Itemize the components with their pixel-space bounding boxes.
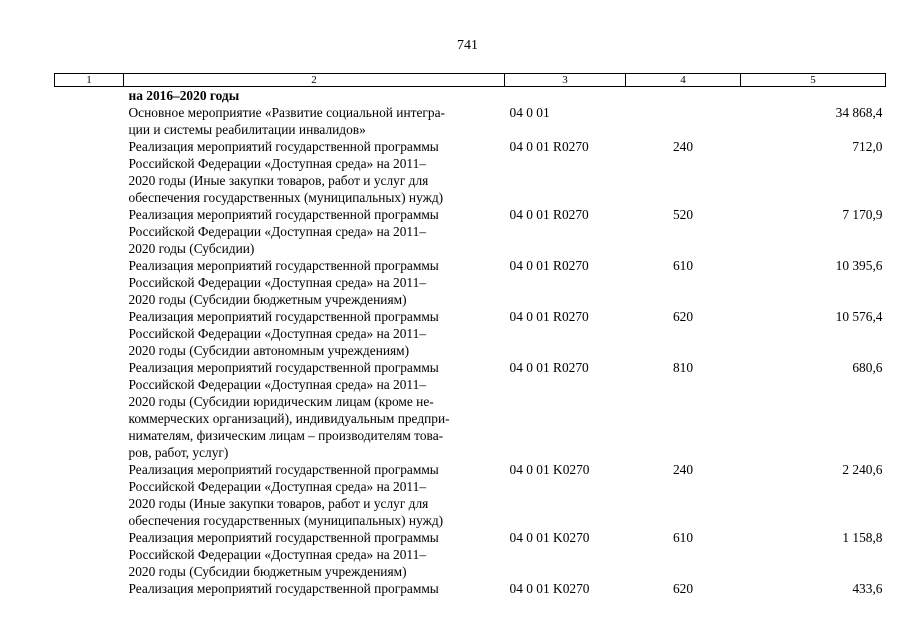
column-header-3: 3 <box>505 74 626 87</box>
row-number-cell <box>55 529 124 580</box>
section-heading: на 2016–2020 годы <box>128 88 240 103</box>
row-number-cell <box>55 257 124 308</box>
item-amount: 712,0 <box>852 139 883 154</box>
item-amount: 34 868,4 <box>835 105 883 120</box>
item-code: 04 0 01 <box>509 105 550 120</box>
item-name <box>124 308 505 359</box>
item-name-line: Реализация мероприятий государственной программы <box>128 207 439 222</box>
item-name-line: Реализация мероприятий государственной программы <box>128 139 439 154</box>
item-name-line: 2020 годы (Субсидии юридическим лицам (кроме не- <box>128 394 434 409</box>
item-amount: 7 170,9 <box>842 207 883 222</box>
section-heading-row <box>55 87 886 105</box>
expense-kind: 620 <box>672 581 694 596</box>
item-name-line: Российской Федерации «Доступная среда» на 2011– <box>128 275 427 290</box>
item-name-line: Российской Федерации «Доступная среда» на 2011– <box>128 156 427 171</box>
item-name-line: 2020 годы (Субсидии) <box>128 241 255 256</box>
table-row <box>55 580 886 597</box>
item-code: 04 0 01 R0270 <box>509 139 589 154</box>
item-name-line: Реализация мероприятий государственной программы <box>128 258 439 273</box>
item-name <box>124 529 505 580</box>
item-amount: 1 158,8 <box>842 530 883 545</box>
table-header <box>55 74 886 87</box>
expense-kind <box>626 104 741 138</box>
item-name <box>124 257 505 308</box>
item-name-line: ров, работ, услуг) <box>128 445 229 460</box>
expense-kind: 240 <box>672 139 694 154</box>
row-number-cell <box>55 580 124 597</box>
budget-table <box>54 73 886 597</box>
item-name-line: коммерческих организаций), индивидуальным предпри- <box>128 411 450 426</box>
item-amount: 2 240,6 <box>842 462 883 477</box>
column-header-5: 5 <box>741 74 886 87</box>
row-number-cell <box>55 104 124 138</box>
item-name-line: нимателям, физическим лицам – производителям това- <box>128 428 444 443</box>
expense-kind: 520 <box>672 207 694 222</box>
item-name <box>124 206 505 257</box>
item-name-line: Реализация мероприятий государственной программы <box>128 360 439 375</box>
item-name-line: Реализация мероприятий государственной программы <box>128 462 439 477</box>
item-name-line: Российской Федерации «Доступная среда» на 2011– <box>128 224 427 239</box>
item-name-line: Реализация мероприятий государственной программы <box>128 530 439 545</box>
table-row <box>55 529 886 580</box>
item-amount: 10 576,4 <box>835 309 883 324</box>
item-code: 04 0 01 R0270 <box>509 309 589 324</box>
item-name-line: Основное мероприятие «Развитие социальной интегра- <box>128 105 446 120</box>
page-number: 741 <box>457 38 478 53</box>
item-name-line: 2020 годы (Иные закупки товаров, работ и услуг для <box>128 496 429 511</box>
expense-kind: 810 <box>672 360 694 375</box>
item-name <box>124 104 505 138</box>
item-name <box>124 461 505 529</box>
item-name <box>124 138 505 206</box>
item-name-line: 2020 годы (Субсидии бюджетным учреждениям) <box>128 292 407 307</box>
column-header-2: 2 <box>124 74 505 87</box>
table-row <box>55 257 886 308</box>
item-name <box>124 580 505 597</box>
table-row <box>55 138 886 206</box>
item-name-line: ции и системы реабилитации инвалидов» <box>128 122 366 137</box>
item-name-line: Реализация мероприятий государственной программы <box>128 309 439 324</box>
expense-kind: 610 <box>672 530 694 545</box>
column-header-4: 4 <box>626 74 741 87</box>
item-amount: 10 395,6 <box>835 258 883 273</box>
item-name-line: обеспечения государственных (муниципальных) нужд) <box>128 190 444 205</box>
item-name-line: Реализация мероприятий государственной программы <box>128 581 439 596</box>
item-name-line: 2020 годы (Субсидии бюджетным учреждениям) <box>128 564 407 579</box>
item-name-line: 2020 годы (Иные закупки товаров, работ и услуг для <box>128 173 429 188</box>
item-name-line: Российской Федерации «Доступная среда» на 2011– <box>128 547 427 562</box>
header-row <box>55 74 886 87</box>
item-code: 04 0 01 K0270 <box>509 530 590 545</box>
item-amount: 433,6 <box>852 581 883 596</box>
item-amount: 680,6 <box>852 360 883 375</box>
item-name-line: 2020 годы (Субсидии автономным учреждениям) <box>128 343 410 358</box>
item-name-line: обеспечения государственных (муниципальных) нужд) <box>128 513 444 528</box>
row-number-cell <box>55 308 124 359</box>
row-number-cell <box>55 206 124 257</box>
table-body <box>55 87 886 598</box>
row-number-cell <box>55 359 124 461</box>
item-name-line: Российской Федерации «Доступная среда» на 2011– <box>128 326 427 341</box>
item-code: 04 0 01 R0270 <box>509 258 589 273</box>
item-code: 04 0 01 R0270 <box>509 360 589 375</box>
item-name-line: Российской Федерации «Доступная среда» на 2011– <box>128 479 427 494</box>
item-code: 04 0 01 K0270 <box>509 462 590 477</box>
table-row <box>55 104 886 138</box>
expense-kind: 620 <box>672 309 694 324</box>
table-row <box>55 206 886 257</box>
item-code: 04 0 01 R0270 <box>509 207 589 222</box>
item-name-line: Российской Федерации «Доступная среда» на 2011– <box>128 377 427 392</box>
table-row <box>55 461 886 529</box>
item-code: 04 0 01 K0270 <box>509 581 590 596</box>
item-name <box>124 359 505 461</box>
row-number-cell <box>55 461 124 529</box>
column-header-1: 1 <box>55 74 124 87</box>
table-row <box>55 359 886 461</box>
table-row <box>55 308 886 359</box>
expense-kind: 610 <box>672 258 694 273</box>
expense-kind: 240 <box>672 462 694 477</box>
row-number-cell <box>55 138 124 206</box>
